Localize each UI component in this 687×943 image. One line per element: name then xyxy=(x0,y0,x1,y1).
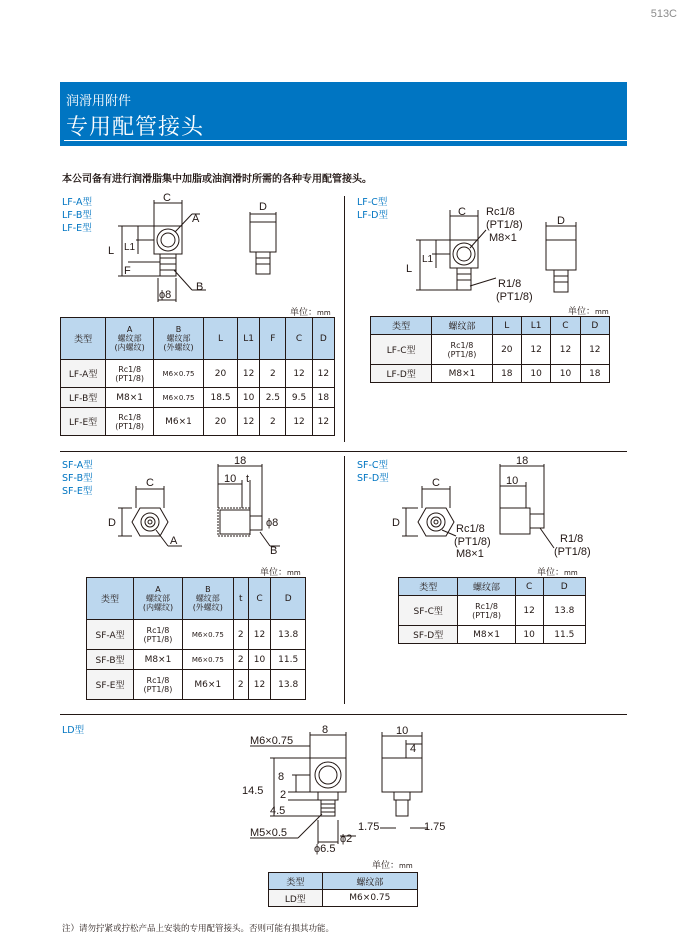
lf-abe-drawing xyxy=(100,192,310,307)
thread-m6: M6×0.75 xyxy=(250,735,294,747)
intro-text: 本公司备有进行润滑脂集中加脂或油润滑时所需的各种专用配管接头。 xyxy=(62,174,372,185)
dim-10: 10 xyxy=(396,725,409,737)
dim-d: D xyxy=(557,215,565,227)
dim-l: L xyxy=(108,245,115,257)
dim-l: L xyxy=(406,263,413,275)
thread-r-pt: (PT1/8) xyxy=(554,546,591,558)
th-type: 类型 xyxy=(371,317,432,335)
unit-label-lf-abe: 单位：mm xyxy=(290,308,331,318)
table-row: SF-A型 Rc1/8 (PT1/8) M6×0.75 2 12 13.8 xyxy=(87,620,306,650)
type-label: SF-D型 xyxy=(357,473,389,484)
th-f: F xyxy=(260,318,286,360)
thread-r: R1/8 xyxy=(560,533,584,545)
th-c: C xyxy=(551,317,580,335)
table-row: LF-C型 Rc1/8 (PT1/8) 20 12 12 12 xyxy=(371,335,610,365)
table-row: SF-B型 M8×1 M6×0.75 2 10 11.5 xyxy=(87,650,306,670)
dim-18: 18 xyxy=(234,455,247,467)
table-row: SF-D型 M8×1 10 11.5 xyxy=(399,626,586,644)
dim-8: 8 xyxy=(322,724,329,736)
dim-10: 10 xyxy=(506,475,519,487)
th-c: C xyxy=(286,318,312,360)
lf-abe-table xyxy=(60,317,335,436)
dim-4: 4 xyxy=(410,743,417,755)
th-l1: L1 xyxy=(521,317,550,335)
type-label: LF-B型 xyxy=(62,210,92,221)
dim-2: 2 xyxy=(280,789,287,801)
dim-t: t xyxy=(246,473,250,485)
unit-label-ld: 单位：mm xyxy=(372,861,413,871)
table-row: LF-B型 M8×1 M6×0.75 18.5 10 2.5 9.5 18 xyxy=(61,388,335,408)
dim-d: D xyxy=(392,517,400,529)
dim-b: B xyxy=(196,281,204,293)
th-b: B 螺纹部 (外螺纹) xyxy=(154,318,204,360)
dim-1-75b: 1.75 xyxy=(424,821,446,833)
sf-cd-drawing xyxy=(390,456,610,566)
dim-phi2: ϕ2 xyxy=(340,833,353,845)
table-row: LF-E型 Rc1/8 (PT1/8) M6×1 20 12 2 12 12 xyxy=(61,408,335,436)
ld-type: LD型 xyxy=(62,725,85,736)
th-thread: 螺纹部 xyxy=(322,873,417,890)
thread-m5: M5×0.5 xyxy=(250,827,287,839)
th-type: 类型 xyxy=(269,873,323,890)
table-row: SF-C型 Rc1/8 (PT1/8) 12 13.8 xyxy=(399,596,586,626)
thread-m8: M8×1 xyxy=(489,232,517,244)
dim-l1: L1 xyxy=(422,254,434,265)
type-label: SF-E型 xyxy=(62,486,93,497)
th-d: D xyxy=(543,578,585,596)
type-label: SF-C型 xyxy=(357,460,389,471)
ld-drawing xyxy=(240,722,460,857)
dim-c: C xyxy=(163,192,171,204)
th-type: 类型 xyxy=(87,578,134,620)
th-c: C xyxy=(248,578,271,620)
dim-f: F xyxy=(124,265,131,277)
divider-horizontal-2 xyxy=(60,714,627,715)
dim-phi8: ϕ8 xyxy=(266,517,279,529)
type-label: SF-B型 xyxy=(62,473,93,484)
lf-cd-table xyxy=(370,316,610,383)
divider-vertical-mid xyxy=(344,456,345,704)
th-thread: 螺纹部 xyxy=(432,317,492,335)
table-row: LF-A型 Rc1/8 (PT1/8) M6×0.75 20 12 2 12 12 xyxy=(61,360,335,388)
type-label: LF-A型 xyxy=(62,197,92,208)
dim-d: D xyxy=(108,517,116,529)
th-d: D xyxy=(312,318,334,360)
footnote: 注）请勿拧紧或拧松产品上安装的专用配管接头。否则可能有损其功能。 xyxy=(62,924,335,934)
th-d: D xyxy=(271,578,306,620)
th-a: A 螺纹部 (内螺纹) xyxy=(134,578,183,620)
unit-label-sf-cd: 单位：mm xyxy=(537,568,578,578)
sf-cd-types xyxy=(357,459,389,485)
th-c: C xyxy=(515,578,543,596)
thread-m8: M8×1 xyxy=(456,548,484,560)
thread-rc: Rc1/8 xyxy=(456,523,485,535)
dim-a: A xyxy=(170,535,178,547)
dim-c: C xyxy=(432,477,440,489)
sf-abe-types xyxy=(62,459,93,498)
table-row: LF-D型 M8×1 18 10 10 18 xyxy=(371,365,610,383)
dim-phi6-5: ϕ6.5 xyxy=(314,843,336,855)
th-l1: L1 xyxy=(238,318,260,360)
banner-title: 专用配管接头 xyxy=(66,115,205,140)
thread-r: R1/8 xyxy=(498,278,522,290)
th-l: L xyxy=(204,318,238,360)
banner-rule xyxy=(64,140,627,141)
type-label: SF-A型 xyxy=(62,460,93,471)
thread-rc: Rc1/8 xyxy=(486,206,515,218)
dim-14-5: 14.5 xyxy=(242,785,264,797)
table-row: LD型 M6×0.75 xyxy=(269,890,418,907)
dim-10: 10 xyxy=(224,473,237,485)
dim-b: B xyxy=(270,545,278,557)
dim-l1: L1 xyxy=(124,242,136,253)
thread-pt: (PT1/8) xyxy=(454,536,491,548)
thread-r-pt: (PT1/8) xyxy=(496,291,533,303)
dim-a: A xyxy=(192,213,200,225)
dim-c: C xyxy=(146,477,154,489)
th-type: 类型 xyxy=(61,318,106,360)
th-type: 类型 xyxy=(399,578,458,596)
th-d: D xyxy=(580,317,609,335)
type-label: LF-D型 xyxy=(357,210,389,221)
type-label: LF-E型 xyxy=(62,223,92,234)
title-banner xyxy=(60,82,627,146)
sf-abe-table xyxy=(86,577,306,700)
dim-d: D xyxy=(259,201,267,213)
unit-label-sf-abe: 单位：mm xyxy=(260,568,301,578)
ld-table xyxy=(268,872,418,907)
dim-4-5: 4.5 xyxy=(270,805,286,817)
table-row: SF-E型 Rc1/8 (PT1/8) M6×1 2 12 13.8 xyxy=(87,670,306,700)
banner-subtitle: 润滑用附件 xyxy=(66,94,132,109)
th-b: B 螺纹部 (外螺纹) xyxy=(182,578,233,620)
th-t: t xyxy=(233,578,248,620)
th-a: A 螺纹部 (内螺纹) xyxy=(106,318,154,360)
lf-cd-types xyxy=(357,196,388,222)
page-number: 513C xyxy=(650,8,677,20)
unit-label-lf-cd: 单位：mm xyxy=(568,307,609,317)
divider-horizontal-1 xyxy=(60,451,627,452)
thread-pt: (PT1/8) xyxy=(486,219,523,231)
sf-cd-table xyxy=(398,577,586,644)
dim-1-75a: 1.75 xyxy=(358,821,380,833)
dim-c: C xyxy=(458,206,466,218)
dim-8v: 8 xyxy=(278,771,285,783)
th-thread: 螺纹部 xyxy=(458,578,515,596)
sf-abe-drawing xyxy=(100,456,310,566)
th-l: L xyxy=(492,317,521,335)
type-label: LF-C型 xyxy=(357,197,388,208)
dim-phi8: ϕ8 xyxy=(159,289,172,301)
dim-18: 18 xyxy=(516,455,529,467)
lf-abe-types xyxy=(62,196,92,235)
divider-vertical-top xyxy=(344,196,345,442)
lf-cd-drawing xyxy=(400,200,620,305)
